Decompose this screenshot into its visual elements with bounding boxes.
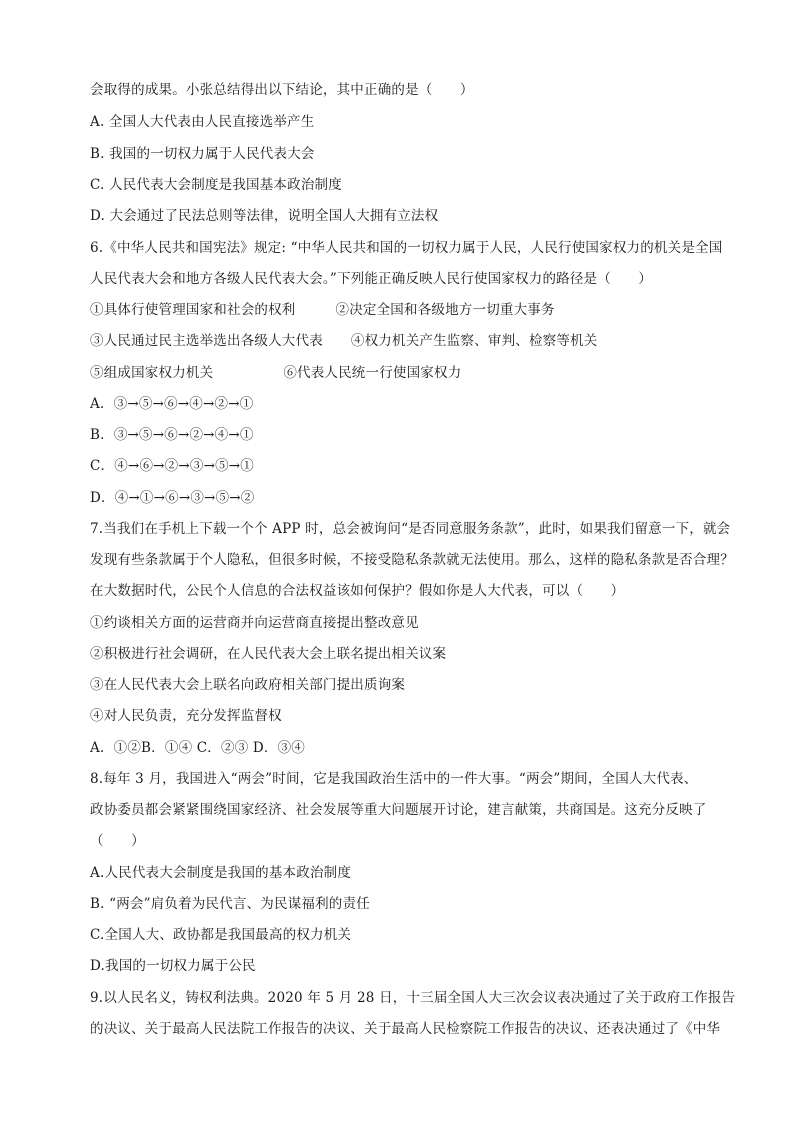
q8-stem-line-1: 8.每年 3 月，我国进入“两会”时间，它是我国政治生活中的一件大事。“两会”期间，全国人大代表、 [90, 771, 698, 787]
q7-options: A．①②B．①④ C．②③ D．③④ [90, 740, 306, 756]
q6-items-row-2 [90, 332, 598, 350]
q8-stem-line-2: 政协委员都会紧紧围绕国家经济、社会发展等重大问题展开讨论，建言献策，共商国是。这充分反映了 [90, 802, 707, 818]
q6-stem-line-2: 人民代表大会和地方各级人民代表大会。”下列能正确反映人民行使国家权力的路径是（ ） [90, 271, 653, 287]
q6-option-c: C．④→⑥→②→③→⑤→① [90, 458, 254, 474]
q7-item-4: ④对人民负责，充分发挥监督权 [90, 708, 282, 724]
q6-item-4: ④权力机关产生监察、审判、检察等机关 [350, 333, 598, 349]
q7-stem-line-1: 7.当我们在手机上下载一个个 APP 时，总会被询问“是否同意服务条款”，此时，如果我们留意一下，就会 [90, 521, 731, 537]
q6-items-row-3 [90, 364, 461, 382]
q5-option-b: B. 我国的一切权力属于人民代表大会 [90, 146, 315, 162]
q6-option-d: D．④→①→⑥→③→⑤→② [90, 490, 255, 506]
q5-option-c: C. 人民代表大会制度是我国基本政治制度 [90, 177, 342, 193]
q6-item-3: ③人民通过民主选举选出各级人大代表 [90, 333, 323, 349]
q6-item-5: ⑤组成国家权力机关 [90, 365, 214, 381]
q5-stem: 会取得的成果。小张总结得出以下结论，其中正确的是（ ） [90, 82, 474, 98]
q6-stem-line-1: 6.《中华人民共和国宪法》规定: “中华人民共和国的一切权力属于人民，人民行使国家权力的机关是全国 [90, 240, 723, 256]
q8-option-a: A.人民代表大会制度是我国的基本政治制度 [90, 865, 352, 881]
q6-item-1: ①具体行使管理国家和社会的权利 [90, 302, 296, 318]
q9-stem-line-2: 的决议、关于最高人民法院工作报告的决议、关于最高人民检察院工作报告的决议、还表决通过了《中华 [90, 1021, 721, 1037]
q8-stem-line-3: （ ） [90, 833, 145, 849]
q7-stem-line-3: 在大数据时代，公民个人信息的合法权益该如何保护？假如你是人大代表，可以（ ） [90, 583, 625, 599]
q6-items-row-1 [90, 301, 555, 319]
q7-item-1: ①约谈相关方面的运营商并向运营商直接提出整改意见 [90, 615, 419, 631]
q8-option-b: B. “两会”肩负着为民代言、为民谋福利的责任 [90, 896, 370, 912]
q7-item-3: ③在人民代表大会上联名向政府相关部门提出质询案 [90, 677, 406, 693]
q5-option-d: D. 大会通过了民法总则等法律，说明全国人大拥有立法权 [90, 208, 439, 224]
q7-stem-line-2: 发现有些条款属于个人隐私，但很多时候，不接受隐私条款就无法使用。那么，这样的隐私条款是否合理？ [90, 552, 734, 568]
q8-option-d: D.我国的一切权力属于公民 [90, 958, 256, 974]
q9-stem-line-1: 9.以人民名义，铸权利法典。2020 年 5 月 28 日，十三届全国人大三次会议表决通过了关于政府工作报告 [90, 990, 736, 1006]
q8-option-c: C.全国人大、政协都是我国最高的权力机关 [90, 927, 352, 943]
q6-item-6: ⑥代表人民统一行使国家权力 [283, 365, 462, 381]
q7-item-2: ②积极进行社会调研，在人民代表大会上联名提出相关议案 [90, 646, 447, 662]
q6-option-a: A．③→⑤→⑥→④→②→① [90, 396, 254, 412]
q6-option-b: B．③→⑤→⑥→②→④→① [90, 427, 254, 443]
q5-option-a: A. 全国人大代表由人民直接选举产生 [90, 114, 315, 130]
q6-item-2: ②决定全国和各级地方一切重大事务 [335, 302, 555, 318]
